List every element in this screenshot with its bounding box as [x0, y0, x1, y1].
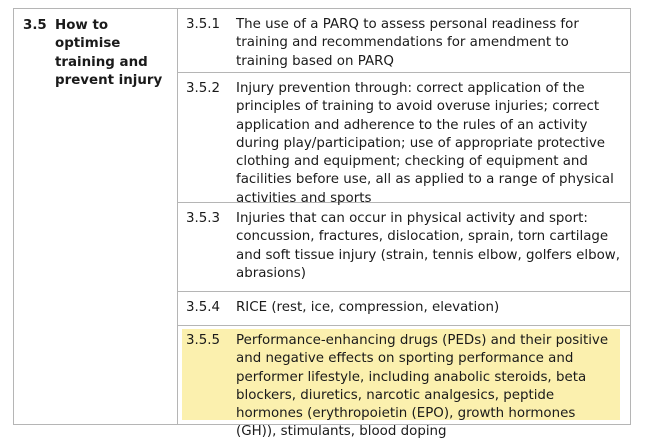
specification-table — [13, 8, 631, 440]
subsection-number: 3.5.3 — [186, 211, 221, 226]
subsection-number: 3.5.4 — [186, 300, 221, 315]
subsection-row-3-5-2 — [178, 73, 631, 206]
subsection-number: 3.5.2 — [186, 81, 221, 96]
subsection-text: Injuries that can occur in physical activity and sport: concussion, fractures, dislocation, sprain, torn cartilage and soft tissue injury (strain, tennis elbow, golfers elbow, abrasions) — [236, 211, 620, 281]
subsection-text: Injury prevention through: correct application of the principles of training to avoid overuse injuries; correct application and adherence to the rules of an activity during play/participation; use of appropriate protective clothing and equipment; checking of equipment and facilities before use, all as applied to a range of physical activities and sports — [236, 81, 614, 206]
section-number: 3.5 — [23, 18, 47, 33]
subsection-row-3-5-3 — [178, 203, 631, 292]
subsection-text: The use of a PARQ to assess personal readiness for training and recommendations for amendment to training based on PARQ — [236, 17, 579, 69]
subsection-row-3-5-1 — [178, 9, 631, 73]
highlighted-subsection — [182, 329, 620, 440]
subsection-row-3-5-5 — [178, 326, 631, 440]
subsection-number: 3.5.5 — [186, 333, 221, 348]
subsection-row-3-5-4 — [178, 292, 631, 326]
subsection-text: RICE (rest, ice, compression, elevation) — [236, 300, 500, 315]
section-title: How to optimise training and prevent injury — [55, 18, 163, 88]
section-topic-cell — [14, 9, 178, 425]
subsection-text: Performance-enhancing drugs (PEDs) and their positive and negative effects on sporting performance and performer lifestyle, including anabolic steroids, beta blockers, diuretics, narcotic analgesics, peptide hormones (erythropoietin (EPO), growth hormones (GH)), stimulants, blood doping — [236, 333, 609, 440]
subsection-number: 3.5.1 — [186, 17, 221, 32]
